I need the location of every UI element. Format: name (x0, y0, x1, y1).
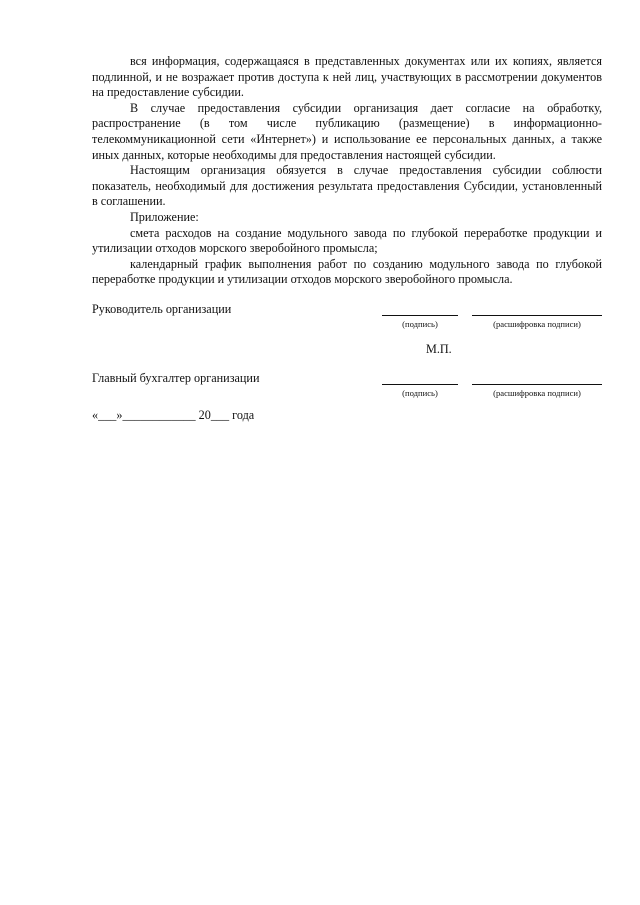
accountant-signature-line (382, 384, 458, 385)
appendix-heading: Приложение: (130, 209, 199, 224)
head-signature-label: Руководитель организации (92, 302, 232, 316)
accountant-decoding-caption: (расшифровка подписи) (493, 388, 581, 398)
accountant-decoding-line (472, 384, 602, 385)
head-decoding-line (472, 315, 602, 316)
head-signature-caption: (подпись) (402, 319, 438, 329)
paragraph-obligation: Настоящим организация обязуется в случае предоставления субсидии соблюсти показатель, необходимый для достижения результата предоставления Субсидии, установленный в соглашении. (92, 163, 602, 209)
body-text (92, 54, 602, 288)
stamp-place: М.П. (426, 342, 452, 356)
paragraph-authenticity: вся информация, содержащаяся в представленных документах или их копиях, является подлинной, и не возражает против доступа к ней лиц, участвующих в рассмотрении документов на предоставление субсидии. (92, 54, 602, 100)
accountant-signature-caption: (подпись) (402, 388, 438, 398)
appendix-item-schedule: календарный график выполнения работ по созданию модульного завода по глубокой переработке продукции и утилизации отходов морского зверобойного промысла. (92, 256, 602, 287)
paragraph-consent: В случае предоставления субсидии организация дает согласие на обработку, распространение (в том числе публикацию (размещение) в информационно-телекоммуникационной сети «Интернет») и использование ее персональных данных, а также иных данных, которые необходимы для предоставления настоящей субсидии. (92, 100, 602, 162)
date-line: «___»____________ 20___ года (92, 408, 255, 422)
head-signature-line (382, 315, 458, 316)
head-decoding-caption: (расшифровка подписи) (493, 319, 581, 329)
appendix-item-estimate: смета расходов на создание модульного завода по глубокой переработке продукции и утилизации отходов морского зверобойного промысла; (92, 225, 602, 256)
accountant-signature-label: Главный бухгалтер организации (92, 371, 260, 385)
